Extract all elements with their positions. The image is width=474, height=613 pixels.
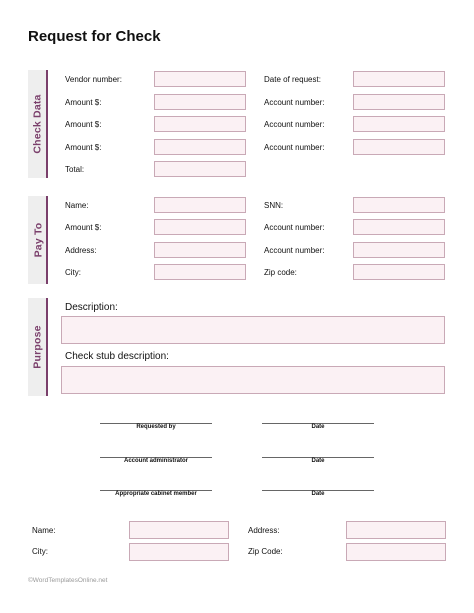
account-number-field-2[interactable] [353,116,445,132]
footer-watermark: ©WordTemplatesOnline.net [28,577,108,584]
payto-account-number-field-1[interactable] [353,219,445,235]
date-of-request-field[interactable] [353,71,445,87]
cabinet-member-label: Appropriate cabinet member [115,491,197,497]
amount-field-1[interactable] [154,94,246,110]
amount-field-3[interactable] [154,139,246,155]
city-label: City: [65,268,81,277]
payto-account-number-field-2[interactable] [353,242,445,258]
amount-label-2: Amount $: [65,120,102,129]
date-of-request-label: Date of request: [264,75,321,84]
account-administrator-date-label: Date [311,458,325,464]
amount-label-3: Amount $: [65,143,102,152]
account-number-label-3: Account number: [264,143,325,152]
total-label: Total: [65,165,85,174]
account-number-label-1: Account number: [264,98,325,107]
account-administrator-label: Account administrator [123,458,188,464]
bottom-zip-field[interactable] [346,543,446,561]
description-label: Description: [65,302,118,313]
vendor-number-field[interactable] [154,71,246,87]
name-field[interactable] [154,197,246,213]
check-data-section-label: Check Data [32,94,45,154]
page-title: Request for Check [28,28,161,45]
vendor-number-label: Vendor number: [65,75,122,84]
account-number-field-3[interactable] [353,139,445,155]
check-stub-description-field[interactable] [61,366,445,394]
amount-label-1: Amount $: [65,98,102,107]
name-label: Name: [65,201,89,210]
bottom-address-field[interactable] [346,521,446,539]
purpose-section-label: Purpose [32,325,45,369]
cabinet-member-date-label: Date [311,491,325,497]
amount-field-2[interactable] [154,116,246,132]
requested-by-label: Requested by [136,424,176,430]
payto-account-number-label-1: Account number: [264,223,325,232]
account-number-label-2: Account number: [264,120,325,129]
payto-amount-field[interactable] [154,219,246,235]
address-field[interactable] [154,242,246,258]
bottom-name-label: Name: [32,526,56,535]
bottom-city-label: City: [32,547,48,556]
requested-by-date-label: Date [311,424,325,430]
snn-label: SNN: [264,201,284,210]
description-field[interactable] [61,316,445,344]
city-field[interactable] [154,264,246,280]
snn-field[interactable] [353,197,445,213]
address-label: Address: [65,246,97,255]
zip-code-label: Zip code: [264,268,297,277]
check-stub-description-label: Check stub description: [65,351,169,362]
bottom-name-field[interactable] [129,521,229,539]
bottom-zip-label: Zip Code: [248,547,283,556]
account-number-field-1[interactable] [353,94,445,110]
pay-to-section-label: Pay To [32,222,45,258]
payto-account-number-label-2: Account number: [264,246,325,255]
bottom-address-label: Address: [248,526,280,535]
bottom-city-field[interactable] [129,543,229,561]
total-field[interactable] [154,161,246,177]
payto-amount-label: Amount $: [65,223,102,232]
zip-code-field[interactable] [353,264,445,280]
